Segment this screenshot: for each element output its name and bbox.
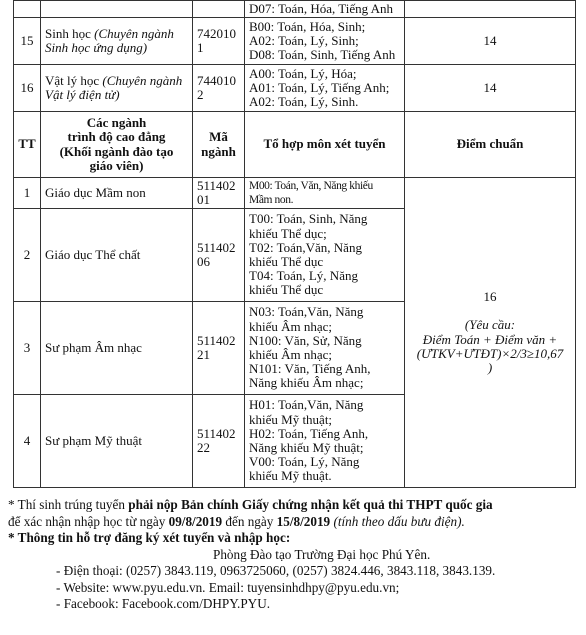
notes-section [8,497,580,613]
major-code: 511402 22 [193,395,245,488]
major-name: Sư phạm Âm nhạc [41,302,193,395]
table-row [14,178,576,209]
note-support-heading: * Thông tin hỗ trợ đăng ký xét tuyển và nhập học: [8,530,291,545]
row-number: 2 [14,209,41,302]
major-code: 511402 01 [193,178,245,209]
header-score: Điểm chuẩn [405,112,576,178]
combo-cell: B00: Toán, Hóa, Sinh; A02: Toán, Lý, Sinh; D08: Toán, Sinh, Tiếng Anh [245,18,405,65]
header-code: Mã ngành [193,112,245,178]
note-facebook: - Facebook: Facebook.com/DHPY.PYU. [56,596,271,611]
major-code: 742010 1 [193,18,245,65]
major-name: Sư phạm Mỹ thuật [41,395,193,488]
major-code: 511402 21 [193,302,245,395]
combo-cell: T00: Toán, Sinh, Năng khiếu Thể dục; T02: Toán,Văn, Năng khiếu Thể dục T04: Toán, Lý, Năng khiếu Thể dục [245,209,405,302]
major-code: 744010 2 [193,65,245,112]
row-number: 15 [14,18,41,65]
row-number: 16 [14,65,41,112]
header-combo: Tổ hợp môn xét tuyển [245,112,405,178]
note-office: Phòng Đào tạo Trường Đại học Phú Yên. [213,546,431,562]
note-website-email: - Website: www.pyu.edu.vn. Email: tuyensinhdhpy@pyu.edu.vn; [56,579,400,595]
major-code: 511402 06 [193,209,245,302]
combo-cell: M00: Toán, Văn, Năng khiếu Mầm non. [245,178,405,209]
note-submission: * Thí sinh trúng tuyển phải nộp Bản chính Giấy chứng nhận kết quả thi THPT quốc gia [8,497,493,512]
row-number: 1 [14,178,41,209]
combo-cell: A00: Toán, Lý, Hóa; A01: Toán, Lý, Tiếng Anh; A02: Toán, Lý, Sinh. [245,65,405,112]
merged-cutoff-score: 16 (Yêu cầu: Điểm Toán + Điểm văn + (ƯTKV+ƯTĐT)×2/3≥10,67 ) [405,178,576,488]
combo-cell: N03: Toán,Văn, Năng khiếu Âm nhạc; N100: Văn, Sử, Năng khiếu Âm nhạc; N101: Văn, Tiếng Anh, Năng khiếu Âm nhạc; [245,302,405,395]
combo-cell: H01: Toán,Văn, Năng khiếu Mỹ thuật; H02: Toán, Tiếng Anh, Năng khiếu Mỹ thuật; V00: Toán, Lý, Năng khiếu Mỹ thuật. [245,395,405,488]
table-row [14,1,576,18]
table-row [14,18,576,65]
row-number: 3 [14,302,41,395]
cutoff-score-value: 16 [483,288,497,304]
note-dates: để xác nhận nhập học từ ngày 09/8/2019 đến ngày 15/8/2019 (tính theo dấu bưu điện). [8,513,465,529]
cutoff-score: 14 [405,65,576,112]
note-phone: - Điện thoại: (0257) 3843.119, 0963725060, (0257) 3824.446, 3843.118, 3843.139. [56,563,496,578]
header-tt: TT [14,112,41,178]
table-header [14,112,576,178]
major-name: Giáo dục Thể chất [41,209,193,302]
row-number: 4 [14,395,41,488]
major-name: Vật lý học (Chuyên ngành Vật lý điện tử) [41,65,193,112]
header-major: Các ngành trình độ cao đẳng (Khối ngành đào tạo giáo viên) [41,112,193,178]
cutoff-score: 14 [405,18,576,65]
score-table [13,0,576,488]
major-name: Giáo dục Mầm non [41,178,193,209]
table-row [14,65,576,112]
major-name: Sinh học (Chuyên ngành Sinh học ứng dụng) [41,18,193,65]
combo-cell: D07: Toán, Hóa, Tiếng Anh [245,1,405,18]
